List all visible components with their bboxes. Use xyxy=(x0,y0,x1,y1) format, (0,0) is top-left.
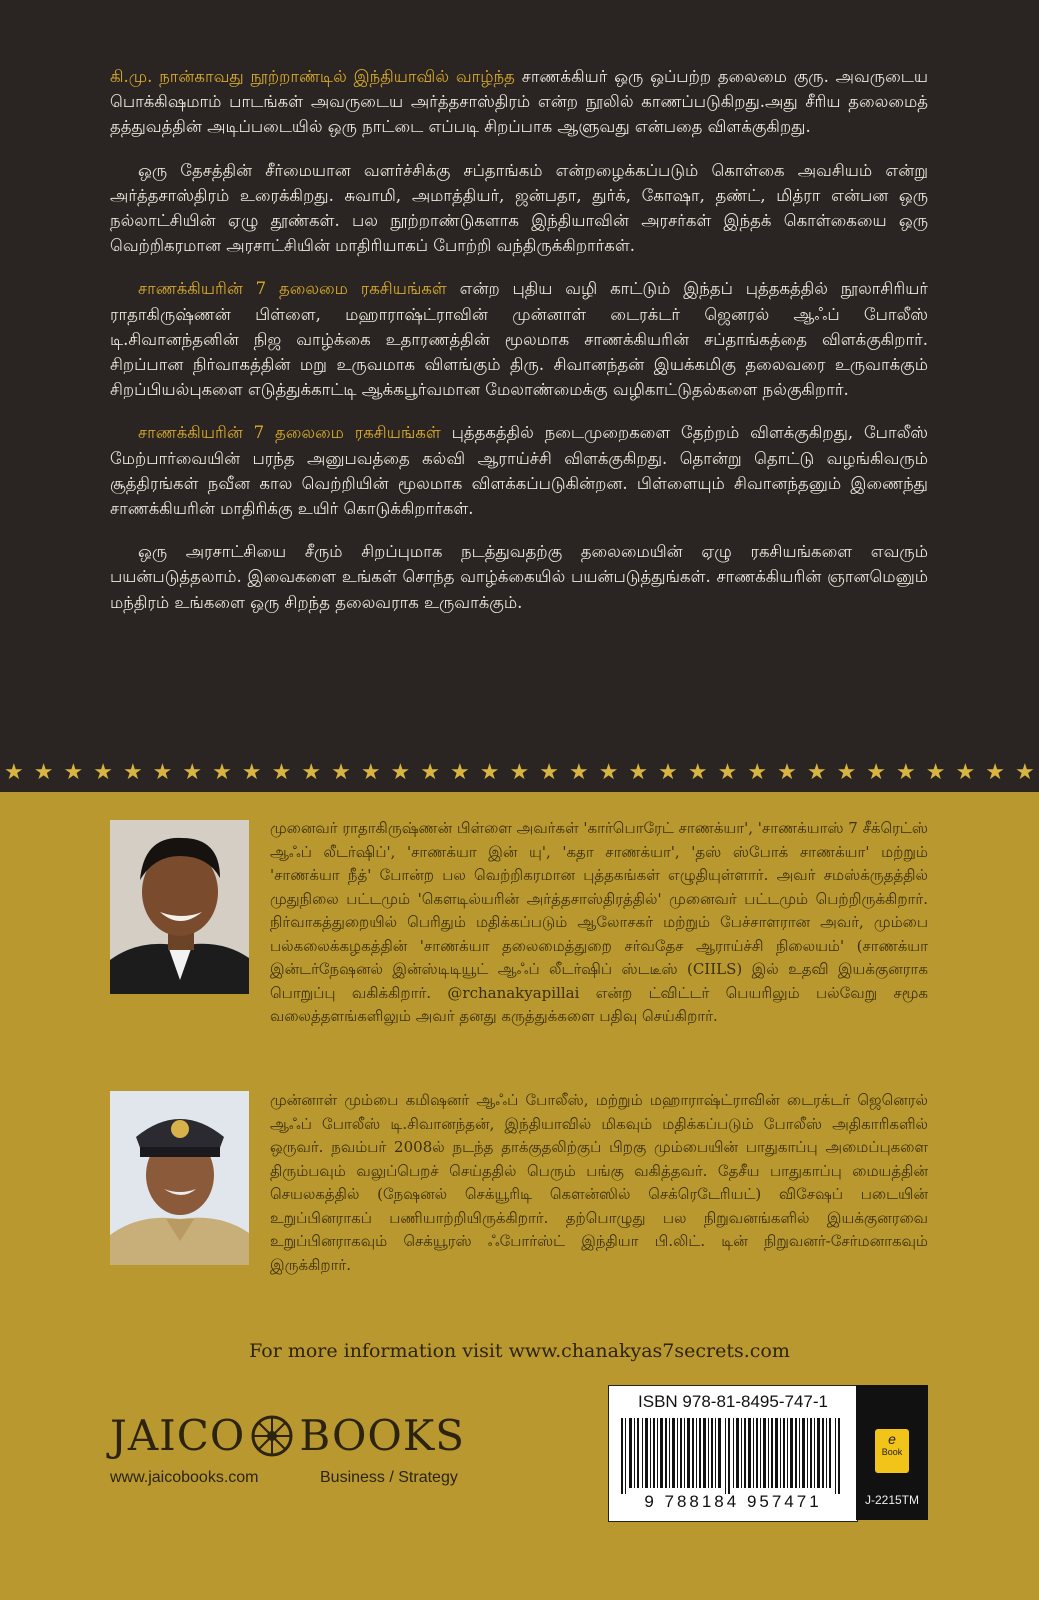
blurb-text: என்ற புதிய வழி காட்டும் இந்தப் புத்தகத்தில் நூலாசிரியர் ராதாகிருஷ்ணன் பிள்ளை, மஹாராஷ்ட்ராவின் முன்னாள் டைரக்டர் ஜெனரல் ஆஃப் போலீஸ் டி.சிவானந்தனின் நிஜ வாழ்க்கை உதாரணத்தின் மூலமாக சாணக்கியரின் சப்தாங்கத்தை விளக்குகிறார். சிறப்பான நிர்வாகத்தின் மறு உருவமாக விளங்கும் திரு. சிவானந்தன் இயக்கமிகு தலைவரை உருவாக்கும் சிறப்பியல்புகளை எடுத்துக்காட்டி ஆக்கபூர்வமான மேலாண்மைக்கு வழிகாட்டுதல்களை நல்குகிறார். xyxy=(110,279,928,400)
publisher-logo xyxy=(110,1411,465,1460)
book-title-highlight: சாணக்கியரின் 7 தலைமை ரகசியங்கள் xyxy=(138,423,441,443)
author-bio-pillai xyxy=(110,817,928,1029)
blurb-highlight: கி.மு. நான்காவது நூற்றாண்டில் இந்தியாவில் வாழ்ந்த xyxy=(110,67,515,86)
blurb xyxy=(110,64,928,633)
blurb-paragraph-5: ஒரு அரசாட்சியை சீரும் சிறப்புமாக நடத்துவதற்கு தலைமையின் ஏழு ரகசியங்களை எவரும் பயன்படுத்தலாம். இவைகளை உங்கள் சொந்த வாழ்க்கையில் பயன்படுத்துங்கள். சாணக்கியரின் ஞானமெனும் மந்திரம் உங்களை ஒரு சிறந்த தலைவராக உருவாக்கும். xyxy=(110,542,928,612)
ebook-letter: e xyxy=(888,1431,896,1447)
ebook-badge-box xyxy=(856,1385,928,1520)
blurb-text: சாணக்கியர் ஒரு ஒப்பற்ற தலைமை குரு. அவருடைய பொக்கிஷமாம் பாடங்கள் அவருடைய அர்த்தசாஸ்திரம் என்ற நூலில் காணப்படுகிறது.அது சீரிய தலைமைத் தத்துவத்தின் அடிப்படையில் ஒரு நாட்டை எப்படி சிறப்பாக ஆளுவது என்பதை விளக்குகிறது. xyxy=(110,67,928,137)
wheel-icon xyxy=(251,1415,293,1457)
ebook-icon xyxy=(875,1429,909,1473)
barcode xyxy=(621,1418,845,1494)
blurb-paragraph-2: ஒரு தேசத்தின் சீர்மையான வளர்ச்சிக்கு சப்தாங்கம் என்றழைக்கப்படும் கொள்கை அவசியம் என்று அர்த்தசாஸ்திரம் உரைக்கிறது. சுவாமி, அமாத்தியர், ஜன்பதா, துர்க், கோஷா, தண்ட், மித்ரா என்பன ஒரு நல்லாட்சியின் ஏழு தூண்கள். பல நூற்றாண்டுகளாக இந்தியாவின் அரசர்கள் இந்தக் கொள்கையை ஒரு வெற்றிகரமான அரசாட்சியின் மாதிரியாகப் போற்றி வந்திருக்கிறார்கள். xyxy=(110,160,928,256)
bio-text: முனைவர் ராதாகிருஷ்ணன் பிள்ளை அவர்கள் 'கார்பொரேட் சாணக்யா', 'சாணக்யாஸ் 7 சீக்ரெட்ஸ் ஆஃப் லீடர்ஷிப்', 'சாணக்யா இன் யு', 'கதா சாணக்யா', 'தஸ் ஸ்போக் சாணக்யா' மற்றும் 'சாணக்யா நீத்' போன்ற பல வெற்றிகரமான புத்தகங்கள் எழுதியுள்ளார். அவர் சமஸ்க்ருதத்தில் முதுநிலை பட்டமும் 'கௌடில்யரின் அர்த்தசாஸ்திரத்தில்' முனைவர் பட்டமும் பெற்றிருக்கிறார். நிர்வாகத்துறையில் பெரிதும் மதிக்கப்படும் ஆலோசகர் மற்றும் பேச்சாளரான அவர், மும்பை பல்கலைக்கழகத்தின் 'சாணக்யா தலைமைத்துறை சர்வதேச ஆராய்ச்சி நிலையம்' (சாணக்யா இன்டர்நேஷனல் இன்ஸ்டிடியூட் ஆஃப் லீடர்ஷிப் ஸ்டடீஸ் (CIILS) இல் உதவி இயக்குனராக பொறுப்பு வகிக்கிறார். @rchanakyapillai என்ற ட்விட்டர் பெயரிலும் பல்வேறு சமூக வலைத்தளங்களிலும் அவர் தனது கருத்துக்களை பதிவு செய்கிறார். xyxy=(270,819,928,1025)
star-divider: ★ ★ ★ ★ ★ ★ ★ ★ ★ ★ ★ ★ ★ ★ ★ ★ ★ ★ ★ ★ ★ ★ ★ ★ ★ ★ ★ ★ ★ ★ ★ ★ ★ ★ ★ xyxy=(4,760,1035,785)
blurb-paragraph-1 xyxy=(110,64,928,140)
catalog-code: J-2215TM xyxy=(864,1493,920,1507)
book-title-highlight: சாணக்கியரின் 7 தலைமை ரகசியங்கள் xyxy=(138,279,447,299)
logo-right-text: BOOKS xyxy=(299,1411,465,1460)
isbn-label: ISBN 978-81-8495-747-1 xyxy=(638,1392,828,1411)
isbn-barcode-box xyxy=(608,1385,858,1522)
logo-left-text: JAICO xyxy=(110,1411,246,1460)
book-category: Business / Strategy xyxy=(320,1469,458,1486)
photo-spacer xyxy=(110,1089,270,1287)
blurb-paragraph-3 xyxy=(110,276,928,402)
ebook-word: Book xyxy=(881,1447,903,1457)
blurb-paragraph-4 xyxy=(110,420,928,521)
blurb-text: புத்தகத்தில் நடைமுறைகளை தேற்றம் விளக்குகிறது, போலீஸ் மேற்பார்வையின் பரந்த அனுபவத்தை கல்வி ஆராய்ச்சி விளக்குகிறது. தொன்று தொட்டு வழங்கிவரும் சூத்திரங்கள் நவீன கால வெற்றியின் மூலமாக விளக்கப்படுகின்றன. பிள்ளையும் சிவானந்தனும் இணைந்து சாணக்கியரின் மாதிரிக்கு உயிர் கொடுக்கிறார்கள். xyxy=(110,423,929,519)
author-bio-sivanandhan xyxy=(110,1089,928,1287)
back-cover-top-panel xyxy=(0,0,1039,792)
bio-text: முன்னாள் மும்பை கமிஷனர் ஆஃப் போலீஸ், மற்றும் மஹாராஷ்ட்ராவின் டைரக்டர் ஜெனெரல் ஆஃப் போலீஸ் டி.சிவானந்தன், இந்தியாவில் மிகவும் மதிக்கப்படும் போலீஸ் அதிகாரிகளில் ஒருவர். நவம்பர் 2008ல் நடந்த தாக்குதலிற்குப் பிறகு மும்பையின் பாதுகாப்பு அமைப்புகளை திரும்பவும் வலுப்பெறச் செய்ததில் பெரும் பங்கு வகித்தவர். தேசீய பாதுகாப்பு மையத்தின் செயலகத்தில் (நேஷனல் செக்யூரிடி கௌன்ஸில் செக்ரெடேரியட்) விசேஷப் படையின் உறுப்பினராகப் பணியாற்றியிருக்கிறார். தற்பொழுது பல நிறுவனங்களில் இயக்குனரவை உறுப்பினராகவும் செக்யூரஸ் ஃபோர்ஸ்ட் இந்தியா பி.லிட். டின் நிறுவனர்-சேர்மனாகவும் இருக்கிறார். xyxy=(270,1091,928,1274)
photo-spacer xyxy=(110,817,270,1007)
more-info-link[interactable]: For more information visit www.chanakyas7secrets.com xyxy=(249,1340,790,1362)
barcode-digits: 9 788184 957471 xyxy=(644,1492,822,1511)
publisher-website[interactable]: www.jaicobooks.com xyxy=(110,1469,259,1486)
